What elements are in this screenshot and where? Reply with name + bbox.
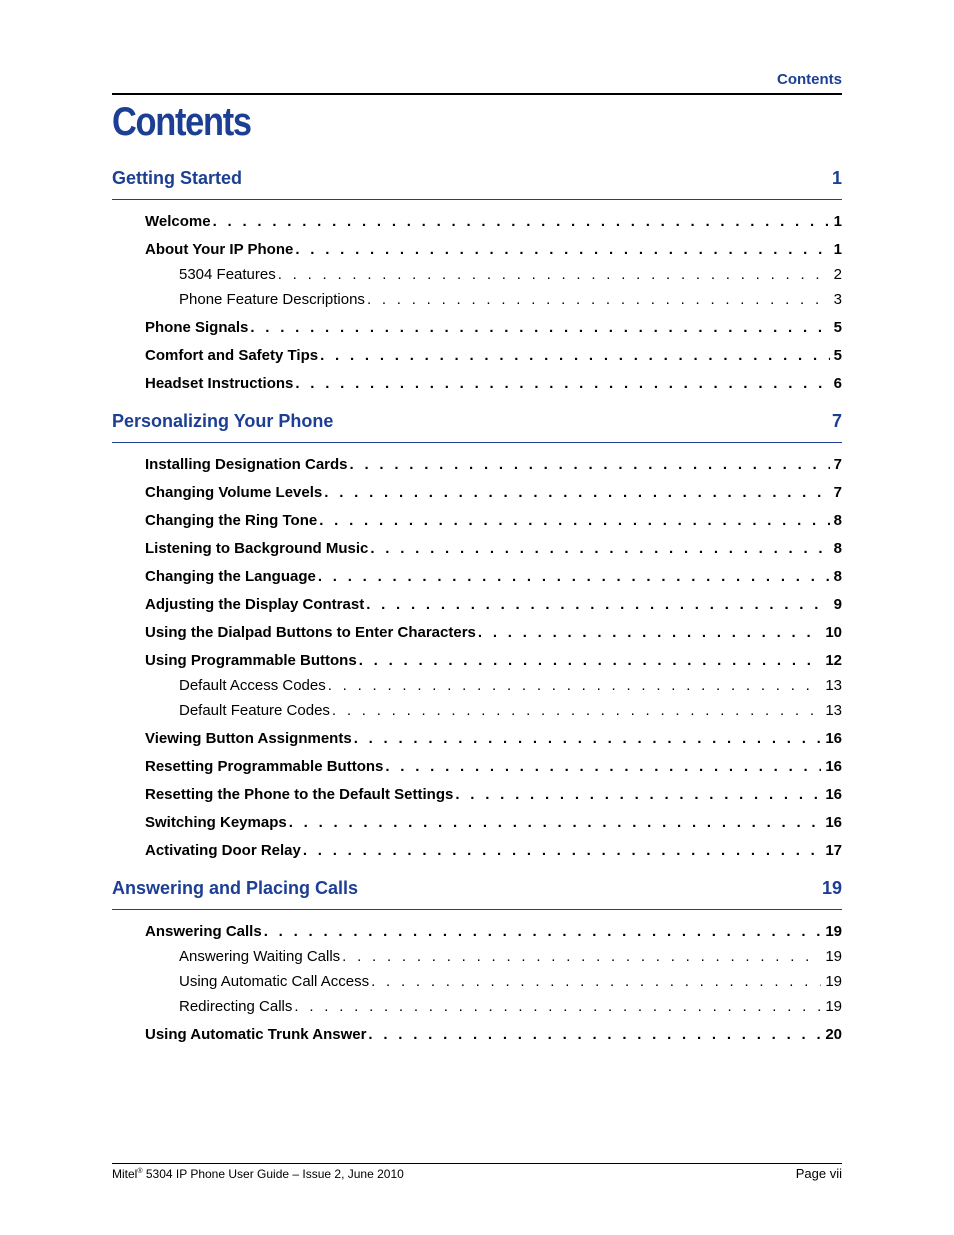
registered-mark: ® bbox=[137, 1168, 143, 1175]
dot-leader bbox=[293, 375, 829, 392]
toc-entry-title: Adjusting the Display Contrast bbox=[145, 596, 365, 613]
toc-entry[interactable] bbox=[145, 484, 842, 504]
dot-leader bbox=[365, 291, 830, 308]
toc-entry-title: Welcome bbox=[145, 213, 211, 230]
chapter-heading[interactable] bbox=[112, 168, 842, 192]
footer-document-info bbox=[112, 1167, 404, 1181]
chapter-title: Answering and Placing Calls bbox=[112, 878, 359, 898]
dot-leader bbox=[368, 540, 829, 557]
dot-leader bbox=[292, 998, 821, 1015]
footer-brand: Mitel bbox=[112, 1167, 138, 1181]
toc-entry[interactable] bbox=[179, 677, 842, 697]
footer-page-number: Page vii bbox=[795, 1166, 842, 1181]
chapter-rule bbox=[112, 442, 842, 443]
toc-entry[interactable] bbox=[145, 814, 842, 834]
toc-entry-title: Redirecting Calls bbox=[179, 998, 293, 1015]
dot-leader bbox=[317, 512, 829, 529]
toc-entry[interactable] bbox=[145, 923, 842, 943]
dot-leader bbox=[211, 213, 830, 230]
toc-entry-page-number: 19 bbox=[825, 973, 842, 990]
toc-entry[interactable] bbox=[145, 596, 842, 616]
toc-entry-title: 5304 Features bbox=[179, 266, 276, 283]
dot-leader bbox=[316, 568, 830, 585]
footer-document-title: 5304 IP Phone User Guide – Issue 2, June 2010 bbox=[142, 1167, 404, 1181]
dot-leader bbox=[453, 786, 821, 803]
toc-entry-title: Using Programmable Buttons bbox=[145, 652, 357, 669]
toc-entry-page-number: 2 bbox=[833, 266, 842, 283]
toc-entry-title: Activating Door Relay bbox=[145, 842, 301, 859]
toc-entry-title: About Your IP Phone bbox=[145, 241, 294, 258]
toc-entry[interactable] bbox=[145, 758, 842, 778]
toc-entry-title: Using the Dialpad Buttons to Enter Characters bbox=[145, 624, 476, 641]
toc-entry-title: Headset Instructions bbox=[145, 375, 294, 392]
chapter-title: Getting Started bbox=[112, 168, 243, 188]
footer-rule bbox=[112, 1163, 842, 1164]
toc-entry-title: Default Feature Codes bbox=[179, 702, 330, 719]
toc-entry[interactable] bbox=[179, 702, 842, 722]
toc-entry-page-number: 8 bbox=[833, 568, 842, 585]
toc-entry-title: Viewing Button Assignments bbox=[145, 730, 352, 747]
dot-leader bbox=[383, 758, 821, 775]
toc-entry-page-number: 7 bbox=[833, 484, 842, 501]
dot-leader bbox=[476, 624, 821, 641]
dot-leader bbox=[340, 948, 821, 965]
dot-leader bbox=[357, 652, 822, 669]
toc-entry[interactable] bbox=[145, 730, 842, 750]
toc-entry-page-number: 19 bbox=[825, 998, 842, 1015]
toc-entry-page-number: 20 bbox=[825, 1026, 842, 1043]
toc-entry-page-number: 1 bbox=[833, 213, 842, 230]
toc-entry[interactable] bbox=[145, 624, 842, 644]
toc-entry[interactable] bbox=[179, 948, 842, 968]
toc-entry[interactable] bbox=[179, 998, 842, 1018]
toc-entry-page-number: 12 bbox=[825, 652, 842, 669]
toc-entry[interactable] bbox=[145, 319, 842, 339]
running-header-title: Contents bbox=[777, 71, 842, 88]
toc-entry[interactable] bbox=[145, 213, 842, 233]
dot-leader bbox=[287, 814, 822, 831]
dot-leader bbox=[326, 677, 822, 694]
dot-leader bbox=[276, 266, 830, 283]
chapter-rule bbox=[112, 199, 842, 200]
toc-entry-title: Phone Signals bbox=[145, 319, 249, 336]
toc-entry[interactable] bbox=[179, 266, 842, 286]
dot-leader bbox=[366, 1026, 821, 1043]
dot-leader bbox=[248, 319, 829, 336]
toc-entry-title: Phone Feature Descriptions bbox=[179, 291, 365, 308]
toc-entry-title: Resetting the Phone to the Default Settings bbox=[145, 786, 454, 803]
toc-entry-title: Comfort and Safety Tips bbox=[145, 347, 319, 364]
dot-leader bbox=[262, 923, 822, 940]
dot-leader bbox=[348, 456, 830, 473]
chapter-title: Personalizing Your Phone bbox=[112, 411, 334, 431]
toc-entry[interactable] bbox=[145, 512, 842, 532]
toc-entry-page-number: 3 bbox=[833, 291, 842, 308]
toc-entry-title: Listening to Background Music bbox=[145, 540, 369, 557]
toc-entry-title: Switching Keymaps bbox=[145, 814, 287, 831]
toc-entry-page-number: 8 bbox=[833, 540, 842, 557]
dot-leader bbox=[318, 347, 830, 364]
toc-entry-page-number: 13 bbox=[825, 702, 842, 719]
toc-entry[interactable] bbox=[145, 1026, 842, 1046]
toc-entry-page-number: 16 bbox=[825, 730, 842, 747]
dot-leader bbox=[330, 702, 821, 719]
toc-entry[interactable] bbox=[145, 652, 842, 672]
toc-entry[interactable] bbox=[145, 347, 842, 367]
chapter-page-number: 7 bbox=[831, 411, 842, 431]
toc-entry-title: Default Access Codes bbox=[179, 677, 326, 694]
toc-entry[interactable] bbox=[145, 241, 842, 261]
chapter-rule bbox=[112, 909, 842, 910]
toc-entry-page-number: 5 bbox=[833, 319, 842, 336]
toc-entry-title: Changing the Language bbox=[145, 568, 316, 585]
toc-entry-title: Changing Volume Levels bbox=[145, 484, 323, 501]
toc-entry-page-number: 7 bbox=[833, 456, 842, 473]
toc-entry-page-number: 16 bbox=[825, 758, 842, 775]
toc-entry[interactable] bbox=[145, 568, 842, 588]
toc-entry-title: Resetting Programmable Buttons bbox=[145, 758, 384, 775]
toc-entry[interactable] bbox=[145, 375, 842, 395]
toc-entry-title: Installing Designation Cards bbox=[145, 456, 348, 473]
toc-entry-title: Answering Waiting Calls bbox=[179, 948, 341, 965]
toc-entry[interactable] bbox=[145, 456, 842, 476]
toc-entry-page-number: 13 bbox=[825, 677, 842, 694]
toc-entry-page-number: 17 bbox=[825, 842, 842, 859]
toc-entry-title: Using Automatic Call Access bbox=[179, 973, 370, 990]
toc-entry-page-number: 16 bbox=[825, 786, 842, 803]
toc-entry[interactable] bbox=[179, 291, 842, 311]
chapter-heading[interactable] bbox=[112, 411, 842, 435]
toc-entry-title: Answering Calls bbox=[145, 923, 262, 940]
chapter-heading[interactable] bbox=[112, 878, 842, 902]
toc-entry[interactable] bbox=[145, 842, 842, 862]
toc-entry[interactable] bbox=[145, 786, 842, 806]
dot-leader bbox=[369, 973, 821, 990]
toc-entry[interactable] bbox=[145, 540, 842, 560]
toc-entry-page-number: 19 bbox=[825, 923, 842, 940]
dot-leader bbox=[364, 596, 829, 613]
toc-entry-page-number: 16 bbox=[825, 814, 842, 831]
dot-leader bbox=[352, 730, 822, 747]
chapter-page-number: 1 bbox=[831, 168, 842, 188]
toc-entry-page-number: 5 bbox=[833, 347, 842, 364]
header-rule bbox=[112, 93, 842, 95]
toc-entry-page-number: 6 bbox=[833, 375, 842, 392]
chapter-page-number: 19 bbox=[821, 878, 842, 898]
toc-entry[interactable] bbox=[179, 973, 842, 993]
toc-entry-title: Using Automatic Trunk Answer bbox=[145, 1026, 367, 1043]
dot-leader bbox=[293, 241, 829, 258]
toc-entry-page-number: 1 bbox=[833, 241, 842, 258]
dot-leader bbox=[322, 484, 829, 501]
toc-entry-title: Changing the Ring Tone bbox=[145, 512, 318, 529]
page-title: Contents bbox=[112, 100, 251, 144]
toc-entry-page-number: 8 bbox=[833, 512, 842, 529]
dot-leader bbox=[301, 842, 821, 859]
toc-entry-page-number: 10 bbox=[825, 624, 842, 641]
toc-entry-page-number: 9 bbox=[833, 596, 842, 613]
toc-entry-page-number: 19 bbox=[825, 948, 842, 965]
